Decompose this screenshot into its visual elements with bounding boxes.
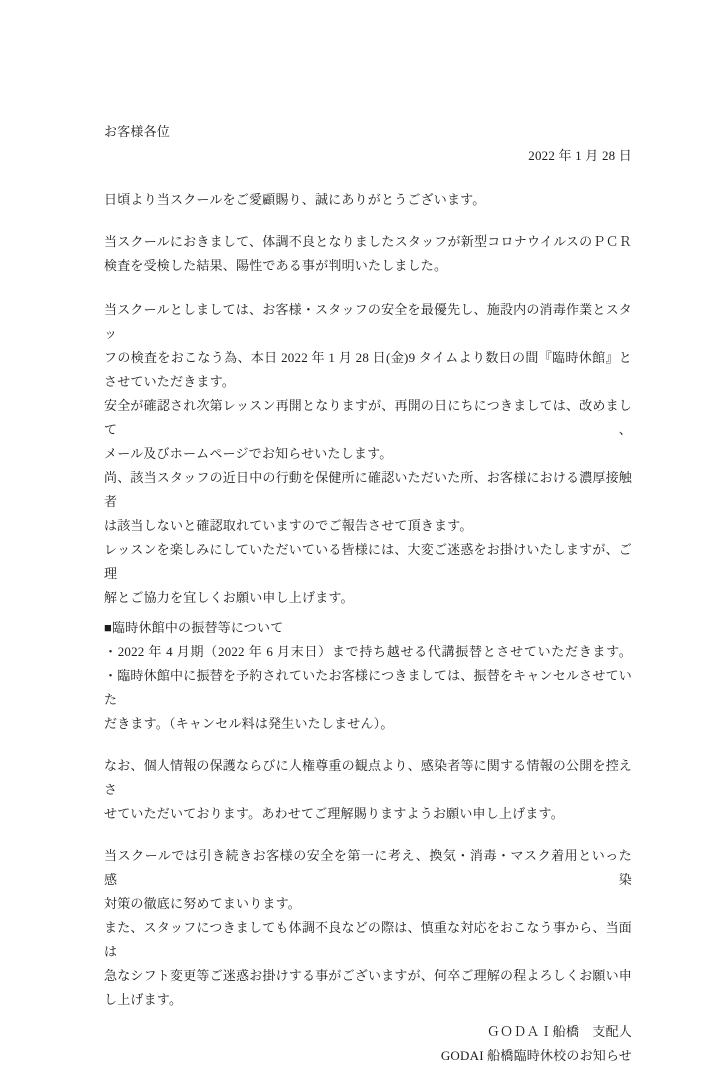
text-line: フの検査をおこなう為、本日 2022 年 1 月 28 日(金)9 タイムより数日の間『臨時休館』と xyxy=(104,350,632,365)
text-line: だきます。（キャンセル料は発生いたしません）。 xyxy=(104,716,394,731)
bullet-carryover xyxy=(104,640,632,664)
text-line: せていただいております。あわせてご理解賜りますようお願い申し上げます。 xyxy=(104,806,564,821)
text-line: また、スタッフにつきましても体調不良などの際は、慎重な対応をおこなう事から、当面は xyxy=(104,920,632,959)
paragraph-privacy xyxy=(104,754,632,826)
signature-block xyxy=(104,1020,632,1068)
text-line: 安全が確認され次第レッスン再開となりますが、再開の日にちにつきましては、改めまして、 xyxy=(104,398,632,437)
text-line: メール及びホームページでお知らせいたします。 xyxy=(104,446,393,461)
text-line: GODAI 船橋臨時休校のお知らせ xyxy=(440,1048,632,1063)
paragraph-shift xyxy=(104,916,632,1012)
section-heading: ■臨時休館中の振替等について xyxy=(104,620,284,635)
text-line: 対策の徹底に努めてまいります。 xyxy=(104,896,301,911)
paragraph-pcr-notice xyxy=(104,230,632,278)
text-line: 尚、該当スタッフの近日中の行動を保健所に確認いただいた所、お客様における濃厚接触者 xyxy=(104,470,633,509)
text-line: なお、個人情報の保護ならびに人権尊重の観点より、感染者等に関する情報の公開を控えさ xyxy=(104,758,633,797)
paragraph-safety xyxy=(104,844,632,916)
text-line: ・2022 年 4 月期（2022 年 6 月末日）まで持ち越せる代講振替とさせていただきます。 xyxy=(104,644,632,659)
text-line: 解とご協力を宜しくお願い申し上げます。 xyxy=(104,590,354,605)
text-line: は該当しないと確認取れていますのでご報告させて頂きます。 xyxy=(104,518,473,533)
paragraph-health-center xyxy=(104,466,632,538)
paragraph-reopen xyxy=(104,394,632,466)
paragraph-greeting xyxy=(104,188,632,212)
bullet-cancel xyxy=(104,664,632,736)
notice-letter xyxy=(104,120,632,1068)
text-line: 当スクールでは引き続きお客様の安全を第一に考え、換気・消毒・マスク着用といった感染 xyxy=(104,848,632,887)
paragraph-closure xyxy=(104,298,632,394)
date-line: 2022 年 1 月 28 日 xyxy=(528,148,632,163)
text-line: し上げます。 xyxy=(104,992,183,1007)
recipient-line: お客様各位 xyxy=(104,124,171,139)
text-line: 日頃より当スクールをご愛顧賜り、誠にありがとうございます。 xyxy=(104,192,486,207)
text-line: 当スクールとしましては、お客様・スタッフの安全を最優先し、施設内の消毒作業とスタッ xyxy=(104,302,632,341)
text-line: ＧＯＤＡＩ船橋 支配人 xyxy=(486,1024,632,1039)
text-line: ・臨時休館中に振替を予約されていたお客様につきましては、振替をキャンセルさせていた xyxy=(104,668,632,707)
paragraph-apology xyxy=(104,538,632,610)
text-line: 当スクールにおきまして、体調不良となりましたスタッフが新型コロナウイルスのＰＣＲ xyxy=(104,234,632,249)
text-line: 急なシフト変更等ご迷惑お掛けする事がございますが、何卒ご理解の程よろしくお願い申 xyxy=(104,968,633,983)
text-line: させていただきます。 xyxy=(104,374,235,389)
text-line: 検査を受検した結果、陽性である事が判明いたしました。 xyxy=(104,258,448,273)
text-line: レッスンを楽しみにしていただいている皆様には、大変ご迷惑をお掛けいたしますが、ご理 xyxy=(104,542,632,581)
